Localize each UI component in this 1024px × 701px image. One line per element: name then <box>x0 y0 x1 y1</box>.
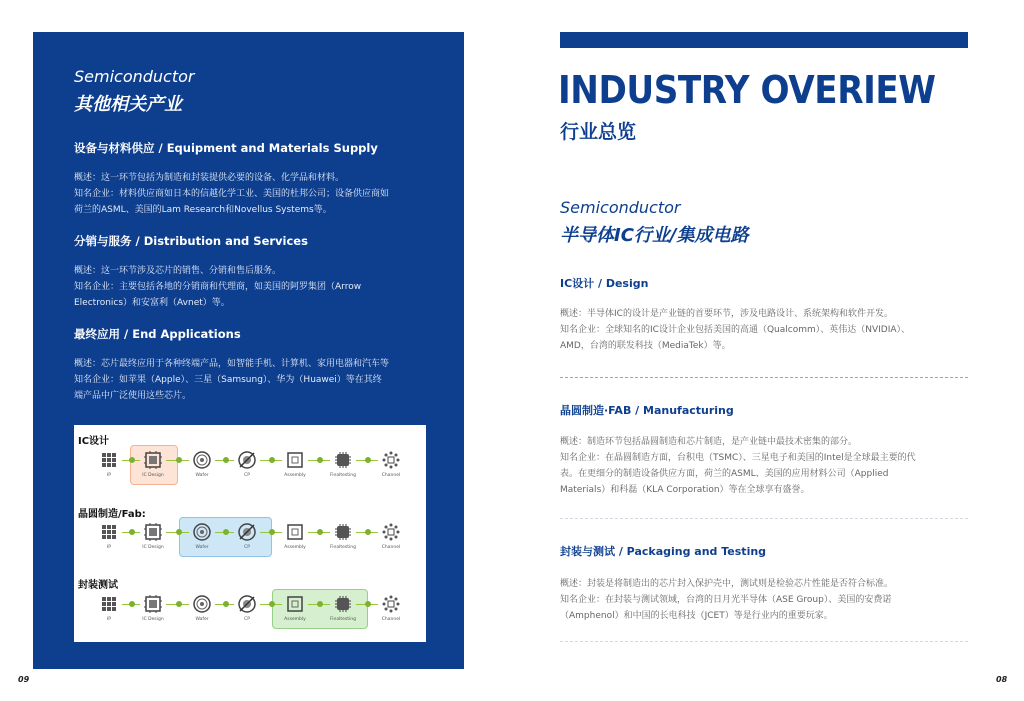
connector-dot <box>176 601 182 607</box>
connector-dot <box>223 457 229 463</box>
step-caption: IP <box>106 473 112 478</box>
step-caption: Assembly <box>284 545 306 550</box>
step-caption: CP <box>244 473 250 478</box>
connector-dot <box>129 529 135 535</box>
connector-dot <box>269 457 275 463</box>
ip-icon <box>98 521 120 543</box>
section-heading-distribution: 分销与服务 / Distribution and Services <box>74 234 308 248</box>
step-caption: Channel <box>381 473 401 478</box>
text-line: 知名企业：在晶圆制造方面，台积电（TSMC）、三星电子和美国的Intel是全球最主要的代 <box>560 453 916 463</box>
step-caption: IC Design <box>142 545 164 550</box>
step-caption: Finaltesting <box>330 617 356 622</box>
diagram-row-ic-design <box>98 445 418 485</box>
left-eyebrow: Semiconductor <box>74 67 195 86</box>
text-line: 概述：芯片最终应用于各种终端产品，如智能手机、计算机、家用电器和汽车等 <box>74 359 390 369</box>
header-bar <box>560 32 968 48</box>
connector-dot <box>317 601 323 607</box>
page-title: INDUSTRY OVERIEW <box>558 68 936 112</box>
step-caption: Assembly <box>284 473 306 478</box>
step-caption: Channel <box>381 545 401 550</box>
cp-icon <box>236 449 258 471</box>
text-line: Electronics）和安富利（Avnet）等。 <box>74 298 230 308</box>
text-line: 知名企业：主要包括各地的分销商和代理商，如美国的阿罗集团（Arrow <box>74 282 362 292</box>
connector-dot <box>317 529 323 535</box>
connector-dot <box>223 529 229 535</box>
section-heading-equipment: 设备与材料供应 / Equipment and Materials Supply <box>74 141 378 155</box>
assembly-icon <box>284 521 306 543</box>
assembly-icon <box>284 449 306 471</box>
page-number-right: 08 <box>996 675 1008 684</box>
page-number-left: 09 <box>18 675 30 684</box>
left-panel <box>33 32 464 669</box>
assembly-icon <box>284 593 306 615</box>
text-line: 知名企业：如苹果（Apple）、三星（Samsung）、华为（Huawei）等在其终 <box>74 375 382 385</box>
step-caption: Wafer <box>195 473 209 478</box>
cp-icon <box>236 521 258 543</box>
text-line: （Amphenol）和中国的长电科技（JCET）等是行业内的重要玩家。 <box>560 611 833 621</box>
connector-dot <box>269 601 275 607</box>
text-line: 知名企业：材料供应商如日本的信越化学工业、美国的杜邦公司；设备供应商如 <box>74 189 390 199</box>
section-heading-design: IC设计 / Design <box>560 277 649 290</box>
step-caption: IP <box>106 545 112 550</box>
diagram-row-fab <box>98 517 418 557</box>
channel-icon <box>380 593 402 615</box>
connector-dot <box>365 601 371 607</box>
connector-dot <box>269 529 275 535</box>
section-text-distribution <box>74 263 426 311</box>
text-line: 概述：这一环节包括为制造和封装提供必要的设备、化学品和材料。 <box>74 173 345 183</box>
step-caption: CP <box>244 545 250 550</box>
step-caption: Wafer <box>195 545 209 550</box>
ip-icon <box>98 449 120 471</box>
diagram-row-label: 封装测试 <box>78 580 118 591</box>
diagram-row-packaging <box>98 589 418 629</box>
text-line: 荷兰的ASML、美国的Lam Research和Novellus Systems等。 <box>74 205 332 215</box>
connector-dot <box>129 457 135 463</box>
step-caption: CP <box>244 617 250 622</box>
step-caption: Wafer <box>195 617 209 622</box>
step-caption: Finaltesting <box>330 545 356 550</box>
text-line: 概述：半导体IC的设计是产业链的首要环节，涉及电路设计、系统架构和软件开发。 <box>560 309 893 319</box>
divider <box>560 641 968 642</box>
text-line: 知名企业：在封装与测试领域，台湾的日月光半导体（ASE Group）、美国的安费诺 <box>560 595 892 605</box>
section-text-applications <box>74 356 426 404</box>
divider <box>560 518 968 519</box>
cp-icon <box>236 593 258 615</box>
finaltesting-icon <box>332 449 354 471</box>
left-title: 其他相关产业 <box>74 94 182 115</box>
connector-dot <box>223 601 229 607</box>
connector-dot <box>317 457 323 463</box>
text-line: Materials）和科磊（KLA Corporation）等在全球享有盛誉。 <box>560 485 810 495</box>
connector-dot <box>176 529 182 535</box>
step-caption: Channel <box>381 617 401 622</box>
text-line: 概述：这一环节涉及芯片的销售、分销和售后服务。 <box>74 266 282 276</box>
text-line: AMD，台湾的联发科技（MediaTek）等。 <box>560 341 731 351</box>
text-line: 概述：制造环节包括晶圆制造和芯片制造，是产业链中最技术密集的部分。 <box>560 437 858 447</box>
step-caption: IC Design <box>142 473 164 478</box>
step-caption: IC Design <box>142 617 164 622</box>
section-text-packaging <box>560 576 968 624</box>
step-caption: Finaltesting <box>330 473 356 478</box>
diagram-row-label: IC设计 <box>78 436 110 447</box>
finaltesting-icon <box>332 521 354 543</box>
step-caption: Assembly <box>284 617 306 622</box>
section-text-design <box>560 306 968 354</box>
divider <box>560 377 968 378</box>
section-title: 半导体IC行业/集成电路 <box>560 225 749 246</box>
ic-design-icon <box>142 449 164 471</box>
right-eyebrow: Semiconductor <box>560 198 681 217</box>
section-heading-manufacturing: 晶圆制造·FAB / Manufacturing <box>560 404 734 417</box>
channel-icon <box>380 449 402 471</box>
text-line: 表。在更细分的制造设备供应方面，荷兰的ASML、美国的应用材料公司（Applied <box>560 469 889 479</box>
process-diagram <box>74 425 426 642</box>
ip-icon <box>98 593 120 615</box>
connector-dot <box>365 529 371 535</box>
section-heading-packaging: 封装与测试 / Packaging and Testing <box>560 545 767 558</box>
text-line: 知名企业：全球知名的IC设计企业包括美国的高通（Qualcomm）、英伟达（NVIDIA）、 <box>560 325 911 335</box>
finaltesting-icon <box>332 593 354 615</box>
channel-icon <box>380 521 402 543</box>
section-text-manufacturing <box>560 434 968 498</box>
ic-design-icon <box>142 593 164 615</box>
wafer-icon <box>191 521 213 543</box>
text-line: 端产品中广泛使用这些芯片。 <box>74 391 192 401</box>
section-heading-applications: 最终应用 / End Applications <box>74 327 241 341</box>
wafer-icon <box>191 593 213 615</box>
page-subtitle: 行业总览 <box>560 121 637 143</box>
connector-dot <box>129 601 135 607</box>
section-text-equipment <box>74 170 426 218</box>
connector-dot <box>176 457 182 463</box>
connector-dot <box>365 457 371 463</box>
wafer-icon <box>191 449 213 471</box>
step-caption: IP <box>106 617 112 622</box>
ic-design-icon <box>142 521 164 543</box>
diagram-row-label: 晶圆制造/Fab: <box>78 509 146 520</box>
text-line: 概述：封装是将制造出的芯片封入保护壳中，测试则是检验芯片性能是否符合标准。 <box>560 579 894 589</box>
